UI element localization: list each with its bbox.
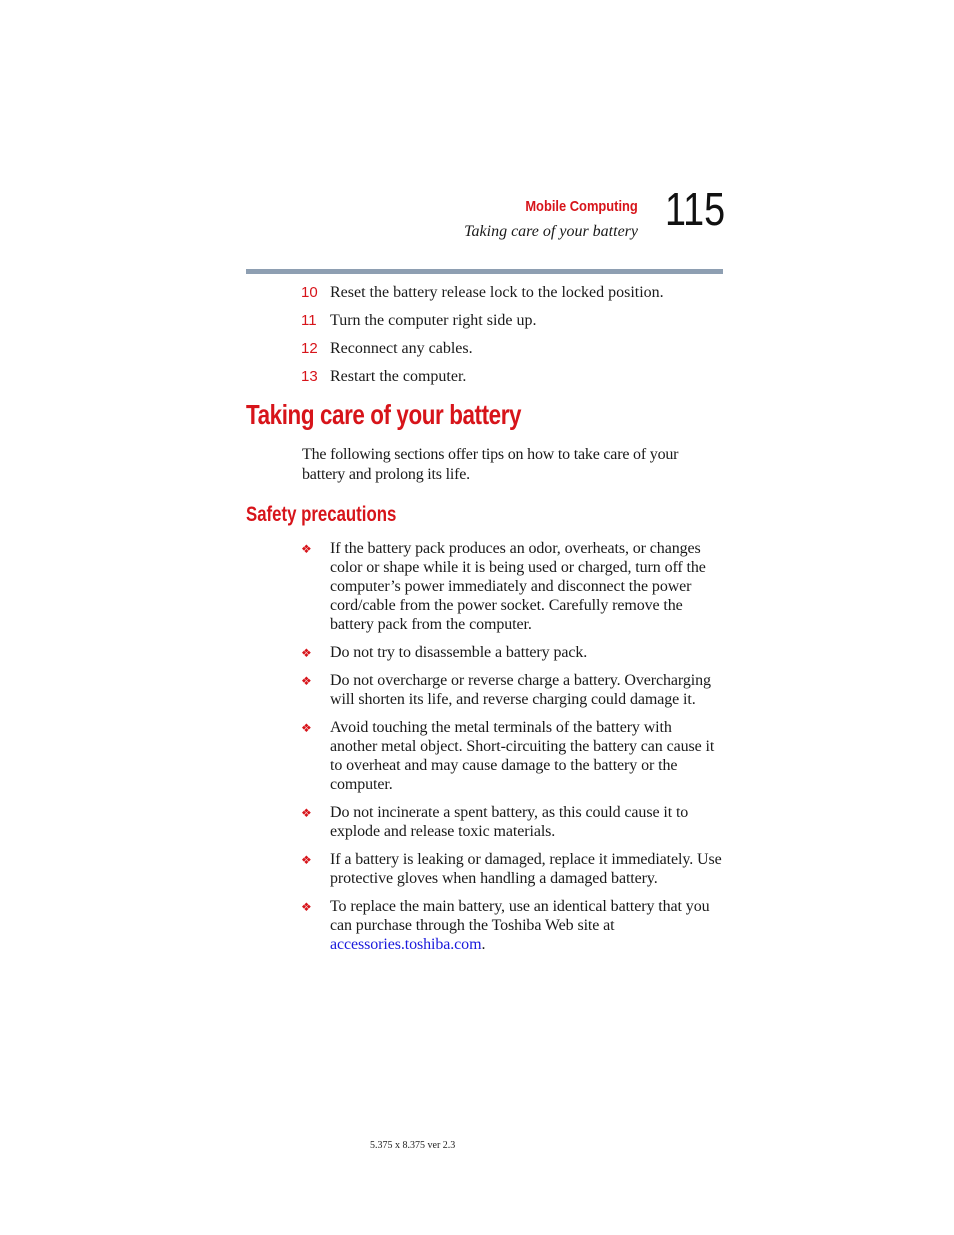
section-heading: Taking care of your battery bbox=[246, 399, 522, 430]
page-footer: 5.375 x 8.375 ver 2.3 bbox=[370, 1140, 456, 1151]
step-number: 10 bbox=[301, 284, 318, 301]
list-item bbox=[301, 803, 731, 841]
bullet-text: Do not incinerate a spent battery, as this could cause it to explode and release toxic materials. bbox=[330, 804, 689, 840]
step-text: Turn the computer right side up. bbox=[330, 312, 537, 329]
running-header-section: Mobile Computing bbox=[525, 198, 638, 215]
link-suffix: . bbox=[481, 936, 486, 953]
diamond-bullet-icon: ❖ bbox=[301, 900, 312, 914]
diamond-bullet-icon: ❖ bbox=[301, 806, 312, 820]
list-item bbox=[301, 283, 731, 311]
step-list bbox=[301, 283, 731, 395]
bullet-list bbox=[301, 539, 731, 963]
diamond-bullet-icon: ❖ bbox=[301, 721, 312, 735]
diamond-bullet-icon: ❖ bbox=[301, 646, 312, 660]
list-item bbox=[301, 367, 731, 395]
list-item bbox=[301, 539, 731, 634]
diamond-bullet-icon: ❖ bbox=[301, 853, 312, 867]
list-item bbox=[301, 718, 731, 794]
bullet-text: Do not try to disassemble a battery pack. bbox=[330, 644, 588, 661]
list-item bbox=[301, 897, 731, 954]
bullet-text: If the battery pack produces an odor, overheats, or changes color or shape while it is being used or charged, turn off the computer’s power immediately and disconnect the power cord/cable from the power socket. Carefully remove the battery pack from the computer. bbox=[330, 540, 706, 633]
bullet-text: Avoid touching the metal terminals of the battery with another metal object. Short-circuiting the battery can cause it to overheat and may cause damage to the battery or the computer. bbox=[330, 719, 715, 793]
header-divider bbox=[246, 269, 723, 274]
bullet-text: If a battery is leaking or damaged, replace it immediately. Use protective gloves when handling a damaged battery. bbox=[330, 851, 722, 887]
diamond-bullet-icon: ❖ bbox=[301, 674, 312, 688]
toshiba-accessories-link[interactable]: accessories.toshiba.com bbox=[330, 936, 482, 953]
list-item bbox=[301, 643, 731, 662]
bullet-text-with-link bbox=[330, 897, 722, 954]
list-item bbox=[301, 339, 731, 367]
step-text: Reset the battery release lock to the locked position. bbox=[330, 284, 664, 301]
diamond-bullet-icon: ❖ bbox=[301, 542, 312, 556]
step-text: Reconnect any cables. bbox=[330, 340, 473, 357]
step-number: 11 bbox=[301, 312, 317, 329]
subsection-heading: Safety precautions bbox=[246, 503, 397, 526]
list-item bbox=[301, 671, 731, 709]
bullet-text: Do not overcharge or reverse charge a battery. Overcharging will shorten its life, and reverse charging could damage it. bbox=[330, 672, 711, 708]
running-header-subsection: Taking care of your battery bbox=[464, 223, 638, 240]
step-number: 12 bbox=[301, 340, 318, 357]
step-text: Restart the computer. bbox=[330, 368, 467, 385]
page-number: 115 bbox=[665, 183, 726, 235]
intro-paragraph: The following sections offer tips on how to take care of your battery and prolong its life. bbox=[302, 446, 679, 483]
list-item bbox=[301, 311, 731, 339]
step-number: 13 bbox=[301, 368, 318, 385]
list-item bbox=[301, 850, 731, 888]
bullet-text: To replace the main battery, use an identical battery that you can purchase through the Toshiba Web site at bbox=[330, 898, 710, 934]
